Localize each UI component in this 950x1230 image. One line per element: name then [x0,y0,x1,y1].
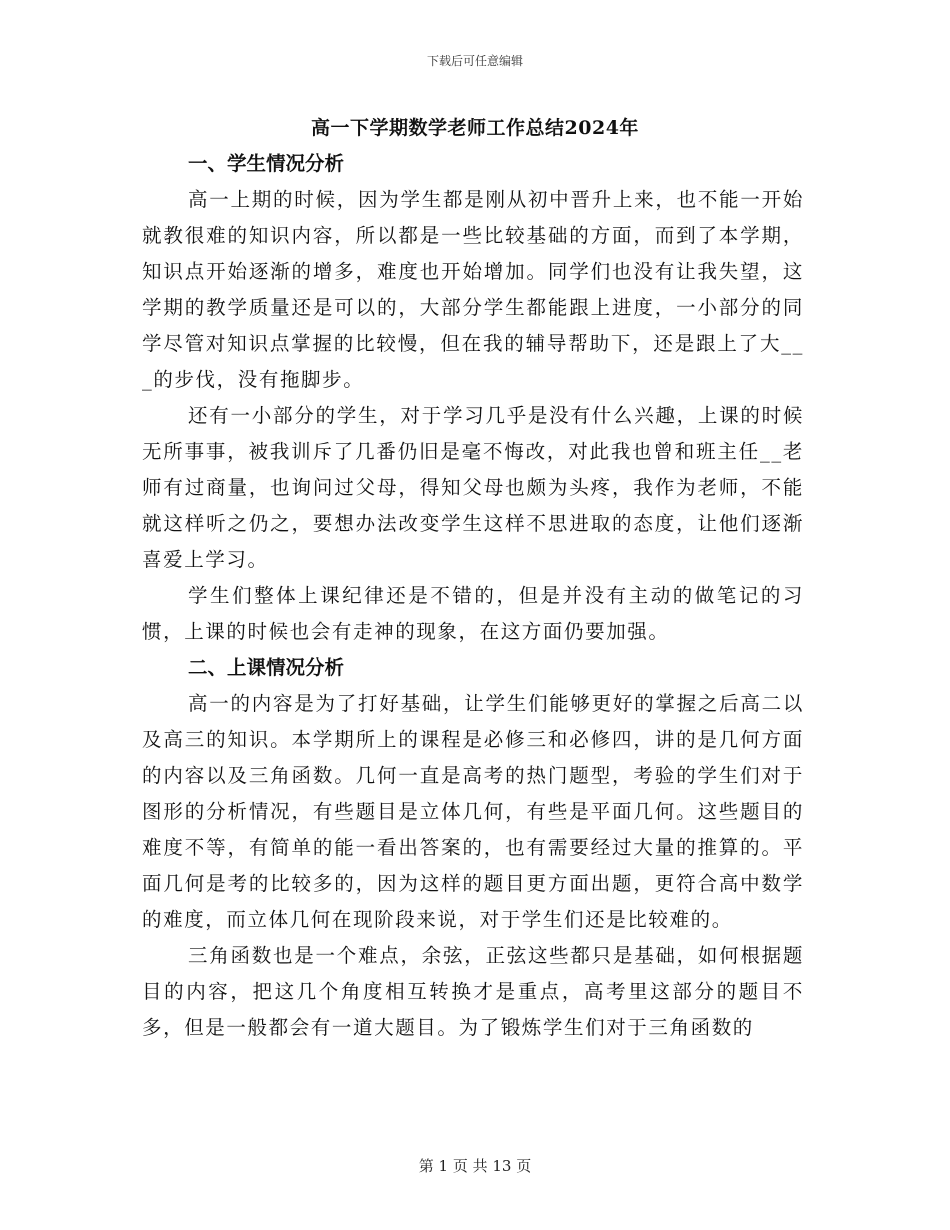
paragraph: 三角函数也是一个难点，余弦，正弦这些都只是基础，如何根据题目的内容，把这几个角度相互转换才是重点，高考里这部分的题目不多，但是一般都会有一道大题目。为了锻炼学生们对于三角函数的 [142,944,804,1039]
header-note: 下载后可任意编辑 [426,54,523,68]
document-title: 高一下学期数学老师工作总结2024年 [311,117,639,139]
paragraph: 学生们整体上课纪律还是不错的，但是并没有主动的做笔记的习惯，上课的时候也会有走神的现象，在这方面仍要加强。 [142,584,804,643]
section-heading-student-analysis: 一、学生情况分析 [188,152,345,175]
document-body [142,146,804,1046]
paragraph: 高一的内容是为了打好基础，让学生们能够更好的掌握之后高二以及高三的知识。本学期所上的课程是必修三和必修四，讲的是几何方面的内容以及三角函数。几何一直是高考的热门题型，考验的学生们对于图形的分析情况，有些题目是立体几何，有些是平面几何。这些题目的难度不等，有简单的能一看出答案的，也有需要经过大量的推算的。平面几何是考的比较多的，因为这样的题目更方面出题，更符合高中数学的难度，而立体几何在现阶段来说，对于学生们还是比较难的。 [142,692,804,931]
page-number-footer: 第 1 页 共 13 页 [418,1157,532,1175]
section-heading-class-analysis: 二、上课情况分析 [188,656,345,679]
paragraph: 还有一小部分的学生，对于学习几乎是没有什么兴趣，上课的时候无所事事，被我训斥了几番仍旧是毫不悔改，对此我也曾和班主任__老师有过商量，也询问过父母，得知父母也颇为头疼，我作为老师，不能就这样听之仍之，要想办法改变学生这样不思进取的态度，让他们逐渐喜爱上学习。 [142,404,804,571]
paragraph: 高一上期的时候，因为学生都是刚从初中晋升上来，也不能一开始就教很难的知识内容，所以都是一些比较基础的方面，而到了本学期，知识点开始逐渐的增多，难度也开始增加。同学们也没有让我失望，这学期的教学质量还是可以的，大部分学生都能跟上进度，一小部分的同学尽管对知识点掌握的比较慢，但在我的辅导帮助下，还是跟上了大___的步伐，没有拖脚步。 [142,188,804,391]
